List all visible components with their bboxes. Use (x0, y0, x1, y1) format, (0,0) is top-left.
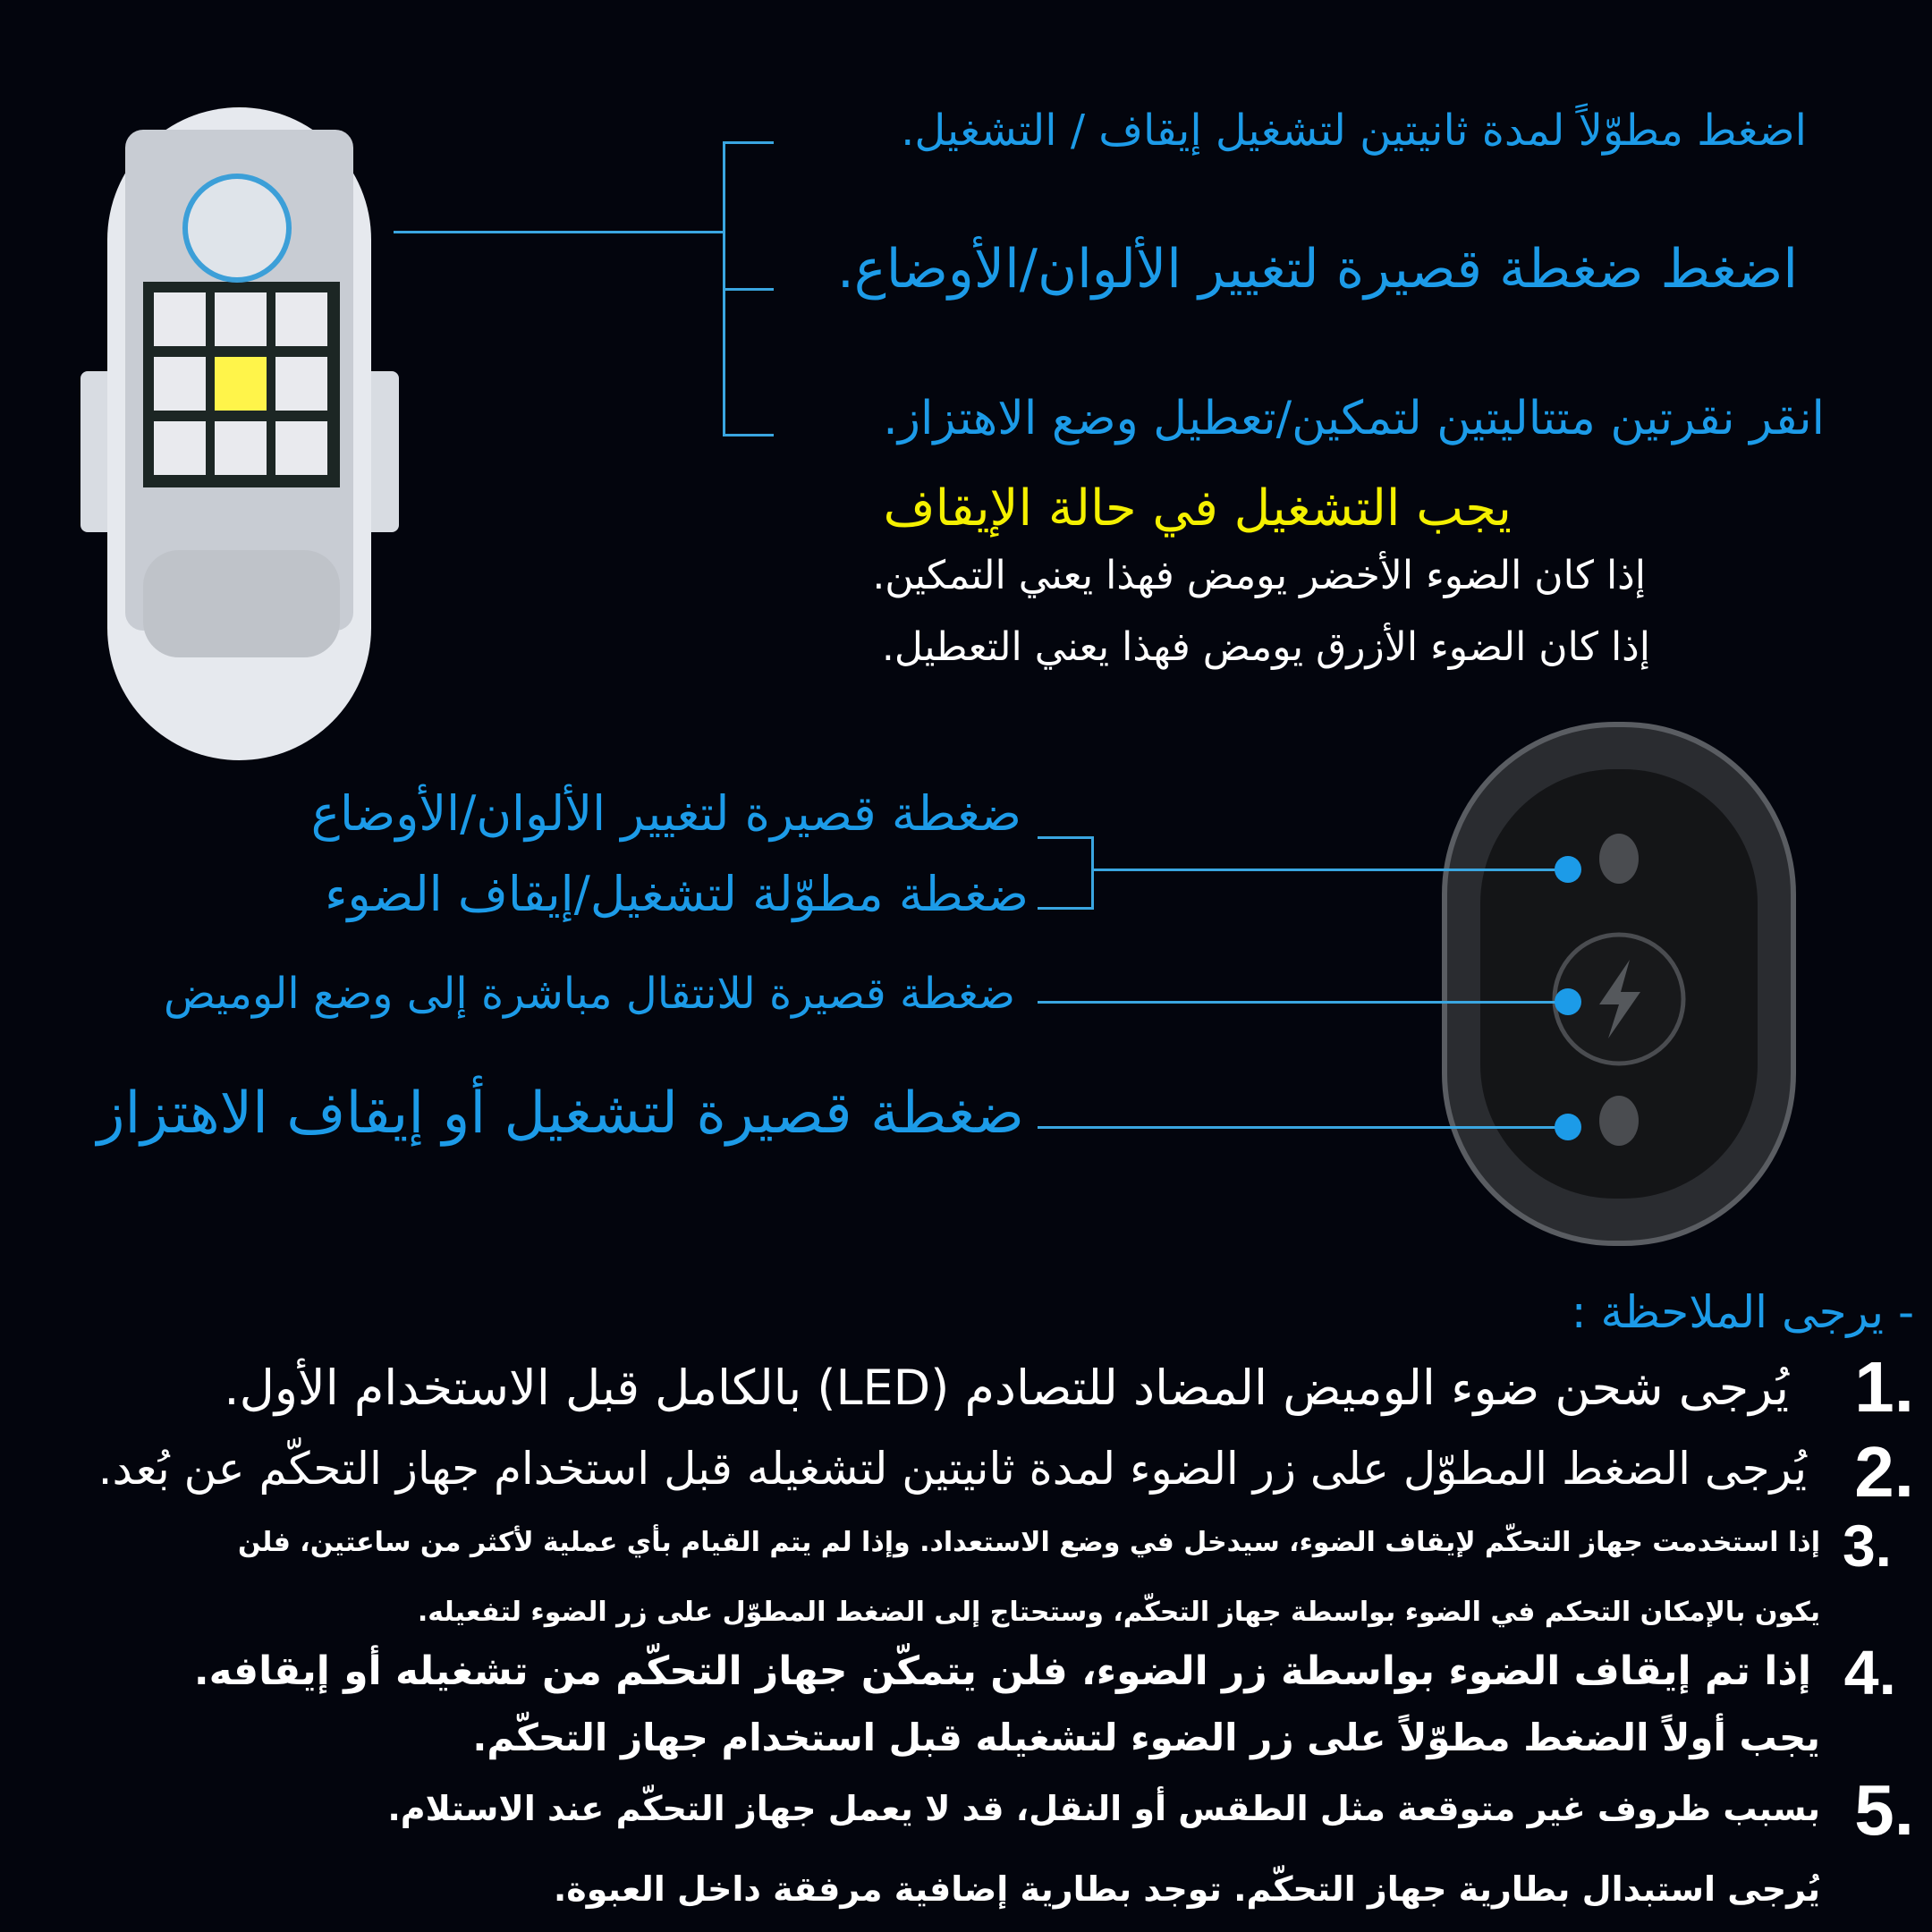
remote-control-image (1440, 720, 1798, 1248)
note-number-4: 4. (1843, 1638, 1896, 1707)
note-5-text-line1: بسبب ظروف غير متوقعة مثل الطقس أو النقل، قد لا يعمل جهاز التحكّم عند الاستلام. (387, 1789, 1820, 1828)
note-5-text-line2: يُرجى استبدال بطارية جهاز التحكّم. توجد بطارية إضافية مرفقة داخل العبوة. (553, 1869, 1820, 1909)
warning-text: يجب التشغيل في حالة الإيقاف (883, 479, 1512, 538)
note-1-text: يُرجى شحن ضوء الوميض المضاد للتصادم (LED) بالكامل قبل الاستخدام الأول. (224, 1360, 1789, 1416)
remote-button-top-marker (1555, 856, 1581, 883)
light-instruction-short-press: اضغط ضغطة قصيرة لتغيير الألوان/الأوضاع. (836, 238, 1798, 301)
remote-instruction-flash: ضغطة قصيرة للانتقال مباشرة إلى وضع الوميض (163, 969, 1015, 1019)
note-2-text: يُرجى الضغط المطوّل على زر الضوء لمدة ثانيتين لتشغيله قبل استخدام جهاز التحكّم عن بُعد. (97, 1443, 1807, 1495)
note-number-1: 1. (1854, 1347, 1914, 1427)
status-green: إذا كان الضوء الأخضر يومض فهذا يعني التمكين. (872, 553, 1646, 598)
strobe-light-device-image (80, 103, 402, 765)
light-instruction-long-press: اضغط مطوّلاً لمدة ثانيتين لتشغيل إيقاف / التشغيل. (901, 106, 1807, 156)
light-instruction-double-tap: انقر نقرتين متتاليتين لتمكين/تعطيل وضع الاهتزاز. (883, 392, 1825, 445)
status-blue: إذا كان الضوء الأزرق يومض فهذا يعني التعطيل. (881, 624, 1650, 670)
note-4-text-line2: يجب أولاً الضغط مطوّلاً على زر الضوء لتشغيله قبل استخدام جهاز التحكّم. (472, 1716, 1820, 1759)
remote-instruction-vibration: ضغطة قصيرة لتشغيل أو إيقاف الاهتزاز (97, 1080, 1024, 1147)
power-button-icon (185, 176, 289, 280)
note-number-2: 2. (1854, 1432, 1914, 1512)
note-3-text-line2: يكون بالإمكان التحكم في الضوء بواسطة جهاز التحكّم، وستحتاج إلى الضغط المطوّل على زر الضوء لتفعيله. (417, 1597, 1820, 1628)
remote-button-bottom-marker (1555, 1114, 1581, 1140)
note-number-3: 3. (1842, 1513, 1892, 1579)
remote-instruction-power: ضغطة مطوّلة لتشغيل/إيقاف الضوء (325, 866, 1029, 922)
remote-button-center-marker (1555, 988, 1581, 1015)
note-3-text-line1: إذا استخدمت جهاز التحكّم لإيقاف الضوء، سيدخل في وضع الاستعداد. وإذا لم يتم القيام بأي عملية لأكثر من ساعتين، فلن (237, 1527, 1820, 1558)
notes-title: - يرجى الملاحظة : (1571, 1286, 1914, 1338)
note-number-5: 5. (1854, 1770, 1914, 1850)
remote-instruction-colors: ضغطة قصيرة لتغيير الألوان/الأوضاع (310, 785, 1021, 842)
note-4-text-line1: إذا تم إيقاف الضوء بواسطة زر الضوء، فلن يتمكّن جهاز التحكّم من تشغيله أو إيقافه. (193, 1648, 1811, 1694)
